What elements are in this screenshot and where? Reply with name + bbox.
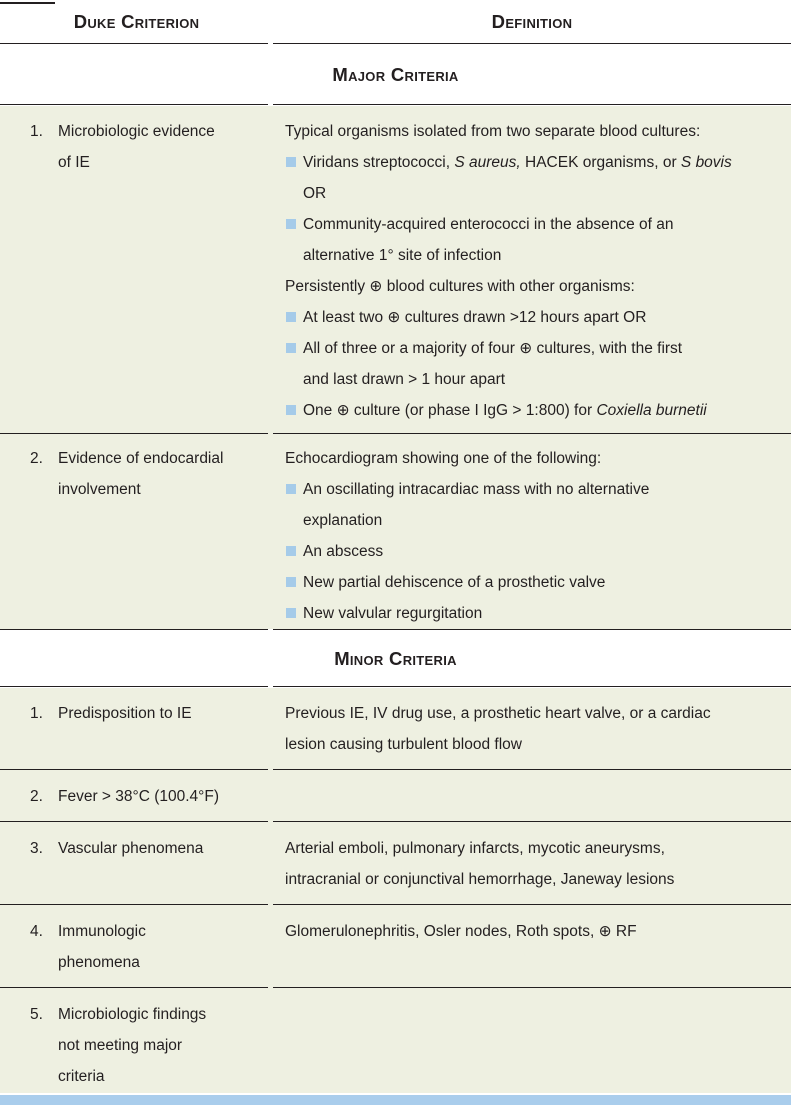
bullet-text	[303, 395, 783, 426]
definition-text	[285, 271, 783, 302]
row-number: 5.	[30, 1006, 43, 1023]
criterion-cell	[0, 989, 273, 1093]
criterion-line: not meeting major	[58, 1037, 183, 1054]
criterion-line: Microbiologic evidence	[58, 123, 215, 140]
text-segment: Typical organisms isolated from two separate blood cultures:	[285, 123, 701, 140]
table-header-row	[0, 0, 791, 43]
criterion-cell	[0, 823, 273, 904]
definition-text	[285, 916, 783, 947]
bullet-square-icon	[286, 312, 296, 322]
bullet-item	[285, 395, 783, 426]
text-segment: New partial dehiscence of a prosthetic valve	[303, 574, 606, 591]
definition-cell	[273, 106, 791, 433]
row-number: 1.	[30, 123, 43, 140]
bullet-text	[303, 209, 783, 271]
criterion-label	[58, 916, 258, 987]
bullet-square-icon	[286, 546, 296, 556]
definition-text	[285, 698, 783, 760]
bullet-item	[285, 536, 783, 567]
bullet-square-icon	[286, 219, 296, 229]
table-row-major-1	[0, 106, 791, 433]
horizontal-rule	[0, 43, 791, 45]
text-segment: OR	[303, 185, 327, 202]
criterion-line: involvement	[58, 481, 141, 498]
definition-cell	[273, 823, 791, 904]
criterion-line: Fever > 38°C (100.4°F)	[58, 788, 220, 805]
row-number: 4.	[30, 923, 43, 940]
header-cell-definition	[273, 6, 791, 37]
rule-segment-left	[0, 629, 268, 631]
text-segment: HACEK organisms, or	[520, 154, 681, 171]
text-segment: One ⊕ culture (or phase I IgG > 1:800) for	[303, 402, 597, 419]
bullet-text	[303, 474, 783, 536]
table-row-minor-3	[0, 823, 791, 904]
section-header-major-criteria	[0, 45, 791, 104]
definition-cell	[273, 435, 791, 629]
criterion-label	[58, 116, 258, 433]
criterion-line: criteria	[58, 1068, 105, 1085]
bullet-item	[285, 567, 783, 598]
text-segment-italic: S aureus,	[454, 154, 521, 171]
bullet-text	[303, 302, 783, 333]
row-number: 1.	[30, 705, 43, 722]
table-row-minor-2	[0, 771, 791, 821]
criterion-line: Microbiologic findings	[58, 1006, 207, 1023]
bullet-text	[303, 567, 783, 598]
definition-text	[285, 443, 783, 474]
criterion-line: of IE	[58, 154, 90, 171]
horizontal-rule	[0, 629, 791, 631]
row-number: 2.	[30, 450, 43, 467]
bullet-item	[285, 333, 783, 395]
bullet-square-icon	[286, 343, 296, 353]
definition-text	[285, 833, 783, 895]
criterion-cell	[0, 106, 273, 433]
rule-segment-right	[273, 629, 791, 631]
text-segment: At least two ⊕ cultures drawn >12 hours apart OR	[303, 309, 647, 326]
bullet-item	[285, 147, 783, 209]
row-number: 3.	[30, 840, 43, 857]
text-segment: and last drawn > 1 hour apart	[303, 371, 506, 388]
bullet-square-icon	[286, 577, 296, 587]
text-segment: Echocardiogram showing one of the following:	[285, 450, 602, 467]
bullet-item	[285, 598, 783, 629]
bullet-text	[303, 536, 783, 567]
rule-segment-right	[273, 43, 791, 45]
text-segment: lesion causing turbulent blood flow	[285, 736, 522, 753]
text-segment: Persistently ⊕ blood cultures with other organisms:	[285, 278, 635, 295]
criterion-cell	[0, 771, 273, 821]
criterion-label	[58, 781, 258, 821]
text-segment: Community-acquired enterococci in the absence of an	[303, 216, 674, 233]
text-segment: Previous IE, IV drug use, a prosthetic heart valve, or a cardiac	[285, 705, 711, 722]
definition-cell	[273, 771, 791, 821]
text-segment: Glomerulonephritis, Osler nodes, Roth spots, ⊕ RF	[285, 923, 637, 940]
rule-segment-left	[0, 43, 268, 45]
text-segment: explanation	[303, 512, 383, 529]
bullet-item	[285, 209, 783, 271]
section-header-minor-criteria	[0, 631, 791, 686]
criterion-label	[58, 443, 258, 629]
bullet-text	[303, 598, 783, 629]
criterion-label	[58, 833, 258, 904]
text-segment: alternative 1° site of infection	[303, 247, 502, 264]
table-row-minor-1	[0, 688, 791, 769]
row-number: 2.	[30, 788, 43, 805]
criterion-cell	[0, 688, 273, 769]
criterion-line: Immunologic	[58, 923, 146, 940]
definition-text	[285, 116, 783, 147]
header-cell-criterion	[0, 6, 273, 37]
bullet-item	[285, 302, 783, 333]
table-row-minor-5	[0, 989, 791, 1093]
text-segment: An oscillating intracardiac mass with no alternative	[303, 481, 650, 498]
text-segment: intracranial or conjunctival hemorrhage, Janeway lesions	[285, 871, 675, 888]
criterion-cell	[0, 435, 273, 629]
criterion-line: phenomena	[58, 954, 140, 971]
text-segment: All of three or a majority of four ⊕ cultures, with the first	[303, 340, 683, 357]
bullet-text	[303, 333, 783, 395]
text-segment: Arterial emboli, pulmonary infarcts, mycotic aneurysms,	[285, 840, 665, 857]
bottom-accent-bar	[0, 1095, 791, 1105]
page-crop-mark	[0, 2, 55, 4]
column-header-duke-criterion: Duke Criterion	[73, 11, 200, 32]
definition-cell	[273, 688, 791, 769]
bullet-square-icon	[286, 484, 296, 494]
bullet-item	[285, 474, 783, 536]
text-segment: Viridans streptococci,	[303, 154, 455, 171]
bullet-square-icon	[286, 157, 296, 167]
section-title: Major Criteria	[332, 64, 459, 85]
text-segment: An abscess	[303, 543, 384, 560]
table-row-minor-4	[0, 906, 791, 987]
definition-cell	[273, 989, 791, 1093]
criterion-label	[58, 698, 258, 769]
bullet-square-icon	[286, 405, 296, 415]
section-title: Minor Criteria	[334, 648, 457, 669]
text-segment: New valvular regurgitation	[303, 605, 483, 622]
criterion-line: Evidence of endocardial	[58, 450, 224, 467]
column-header-definition: Definition	[491, 11, 573, 32]
bullet-square-icon	[286, 608, 296, 618]
criterion-line: Predisposition to IE	[58, 705, 192, 722]
criterion-label	[58, 999, 258, 1093]
criterion-line: Vascular phenomena	[58, 840, 204, 857]
bullet-text	[303, 147, 783, 209]
text-segment-italic: S bovis	[680, 154, 732, 171]
text-segment-italic: Coxiella burnetii	[596, 402, 707, 419]
table-row-major-2	[0, 435, 791, 629]
definition-cell	[273, 906, 791, 987]
criterion-cell	[0, 906, 273, 987]
